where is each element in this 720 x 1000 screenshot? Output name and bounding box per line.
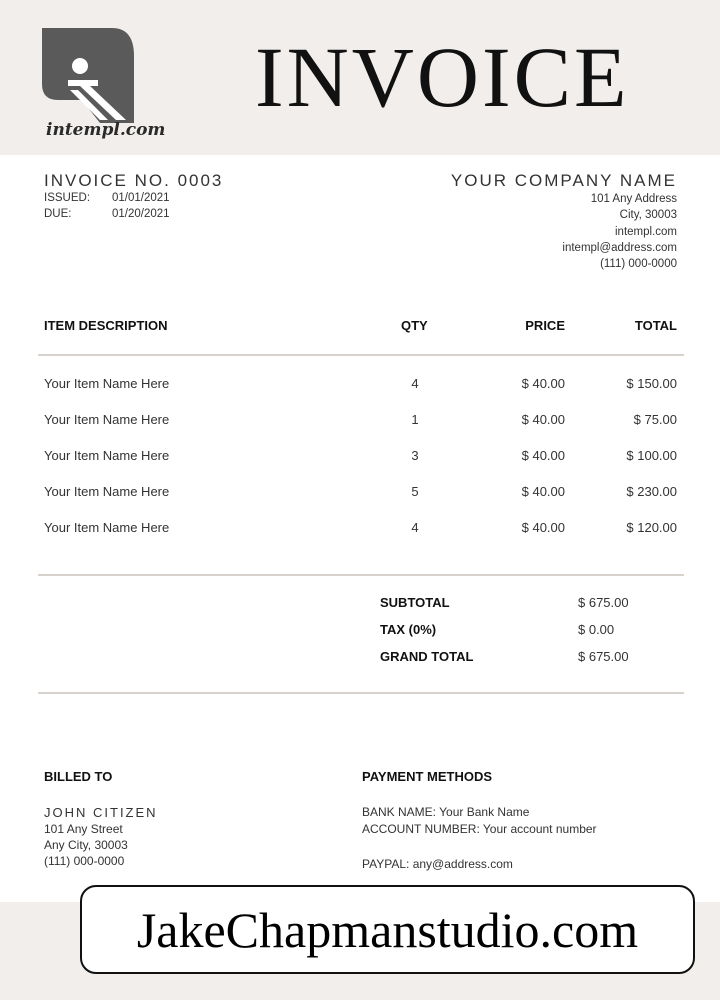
subtotal-value: $ 675.00 [578,595,629,610]
item-total: $ 100.00 [626,448,677,463]
item-price: $ 40.00 [521,448,565,463]
logo-mark-icon [42,28,142,123]
grand-total-label: GRAND TOTAL [380,649,474,664]
header-item-description: ITEM DESCRIPTION [44,318,168,333]
company-info [451,171,677,272]
issued-date: 01/01/2021 [112,192,170,204]
table-row [0,412,720,432]
company-logo [42,28,177,143]
due-row [44,208,170,220]
company-name: YOUR COMPANY NAME [450,171,677,190]
payment-methods-heading: PAYMENT METHODS [362,769,493,784]
item-description: Your Item Name Here [44,448,170,463]
company-email: intempl@address.com [562,241,677,254]
client-city: Any City, 30003 [44,838,128,852]
item-total: $ 120.00 [626,520,677,535]
billed-to-heading: BILLED TO [44,769,113,784]
item-qty: 4 [411,520,419,535]
item-qty: 5 [411,484,419,499]
item-description: Your Item Name Here [44,484,170,499]
tax-row [0,622,720,642]
table-row [0,484,720,504]
paypal: PAYPAL: any@address.com [362,857,513,871]
item-description: Your Item Name Here [44,376,170,391]
header-total: TOTAL [634,318,677,333]
tax-label: TAX (0%) [380,622,437,637]
invoice-number: INVOICE NO. 0003 [44,171,224,190]
header-qty: QTY [401,318,428,333]
item-price: $ 40.00 [521,484,565,499]
bank-name: BANK NAME: Your Bank Name [362,805,530,819]
due-date: 01/20/2021 [112,208,170,220]
item-total: $ 230.00 [626,484,677,499]
logo-text: intempl.com [46,120,166,140]
issued-row [44,192,170,204]
table-row [0,448,720,468]
item-total: $ 75.00 [633,412,677,427]
table-row [0,376,720,396]
item-price: $ 40.00 [521,520,565,535]
client-name: JOHN CITIZEN [44,805,158,820]
subtotal-label: SUBTOTAL [380,595,450,610]
document-title: INVOICE [255,29,630,125]
account-number: ACCOUNT NUMBER: Your account number [362,822,597,836]
item-price: $ 40.00 [521,412,565,427]
item-qty: 1 [411,412,419,427]
table-footer-divider [38,574,684,576]
tax-value: $ 0.00 [578,622,615,637]
company-address: 101 Any Address [590,193,677,205]
client-phone: (111) 000-0000 [44,854,125,868]
company-city: City, 30003 [619,209,677,222]
grand-total-row [0,649,720,669]
grand-total-value: $ 675.00 [578,649,629,664]
header-price: PRICE [525,318,565,333]
table-header-divider [38,354,684,356]
company-website: intempl.com [615,225,677,238]
table-row [0,520,720,540]
item-price: $ 40.00 [521,376,565,391]
item-qty: 3 [411,448,419,463]
watermark-banner [80,885,695,974]
item-description: Your Item Name Here [44,412,170,427]
totals-divider [38,692,684,694]
subtotal-row [0,595,720,615]
item-qty: 4 [411,376,419,391]
due-label: DUE: [44,208,72,220]
item-total: $ 150.00 [626,376,677,391]
company-phone: (111) 000-0000 [600,258,677,271]
watermark-text: JakeChapmanstudio.com [136,901,639,958]
issued-label: ISSUED: [44,192,91,204]
item-description: Your Item Name Here [44,520,170,535]
client-street: 101 Any Street [44,822,123,836]
